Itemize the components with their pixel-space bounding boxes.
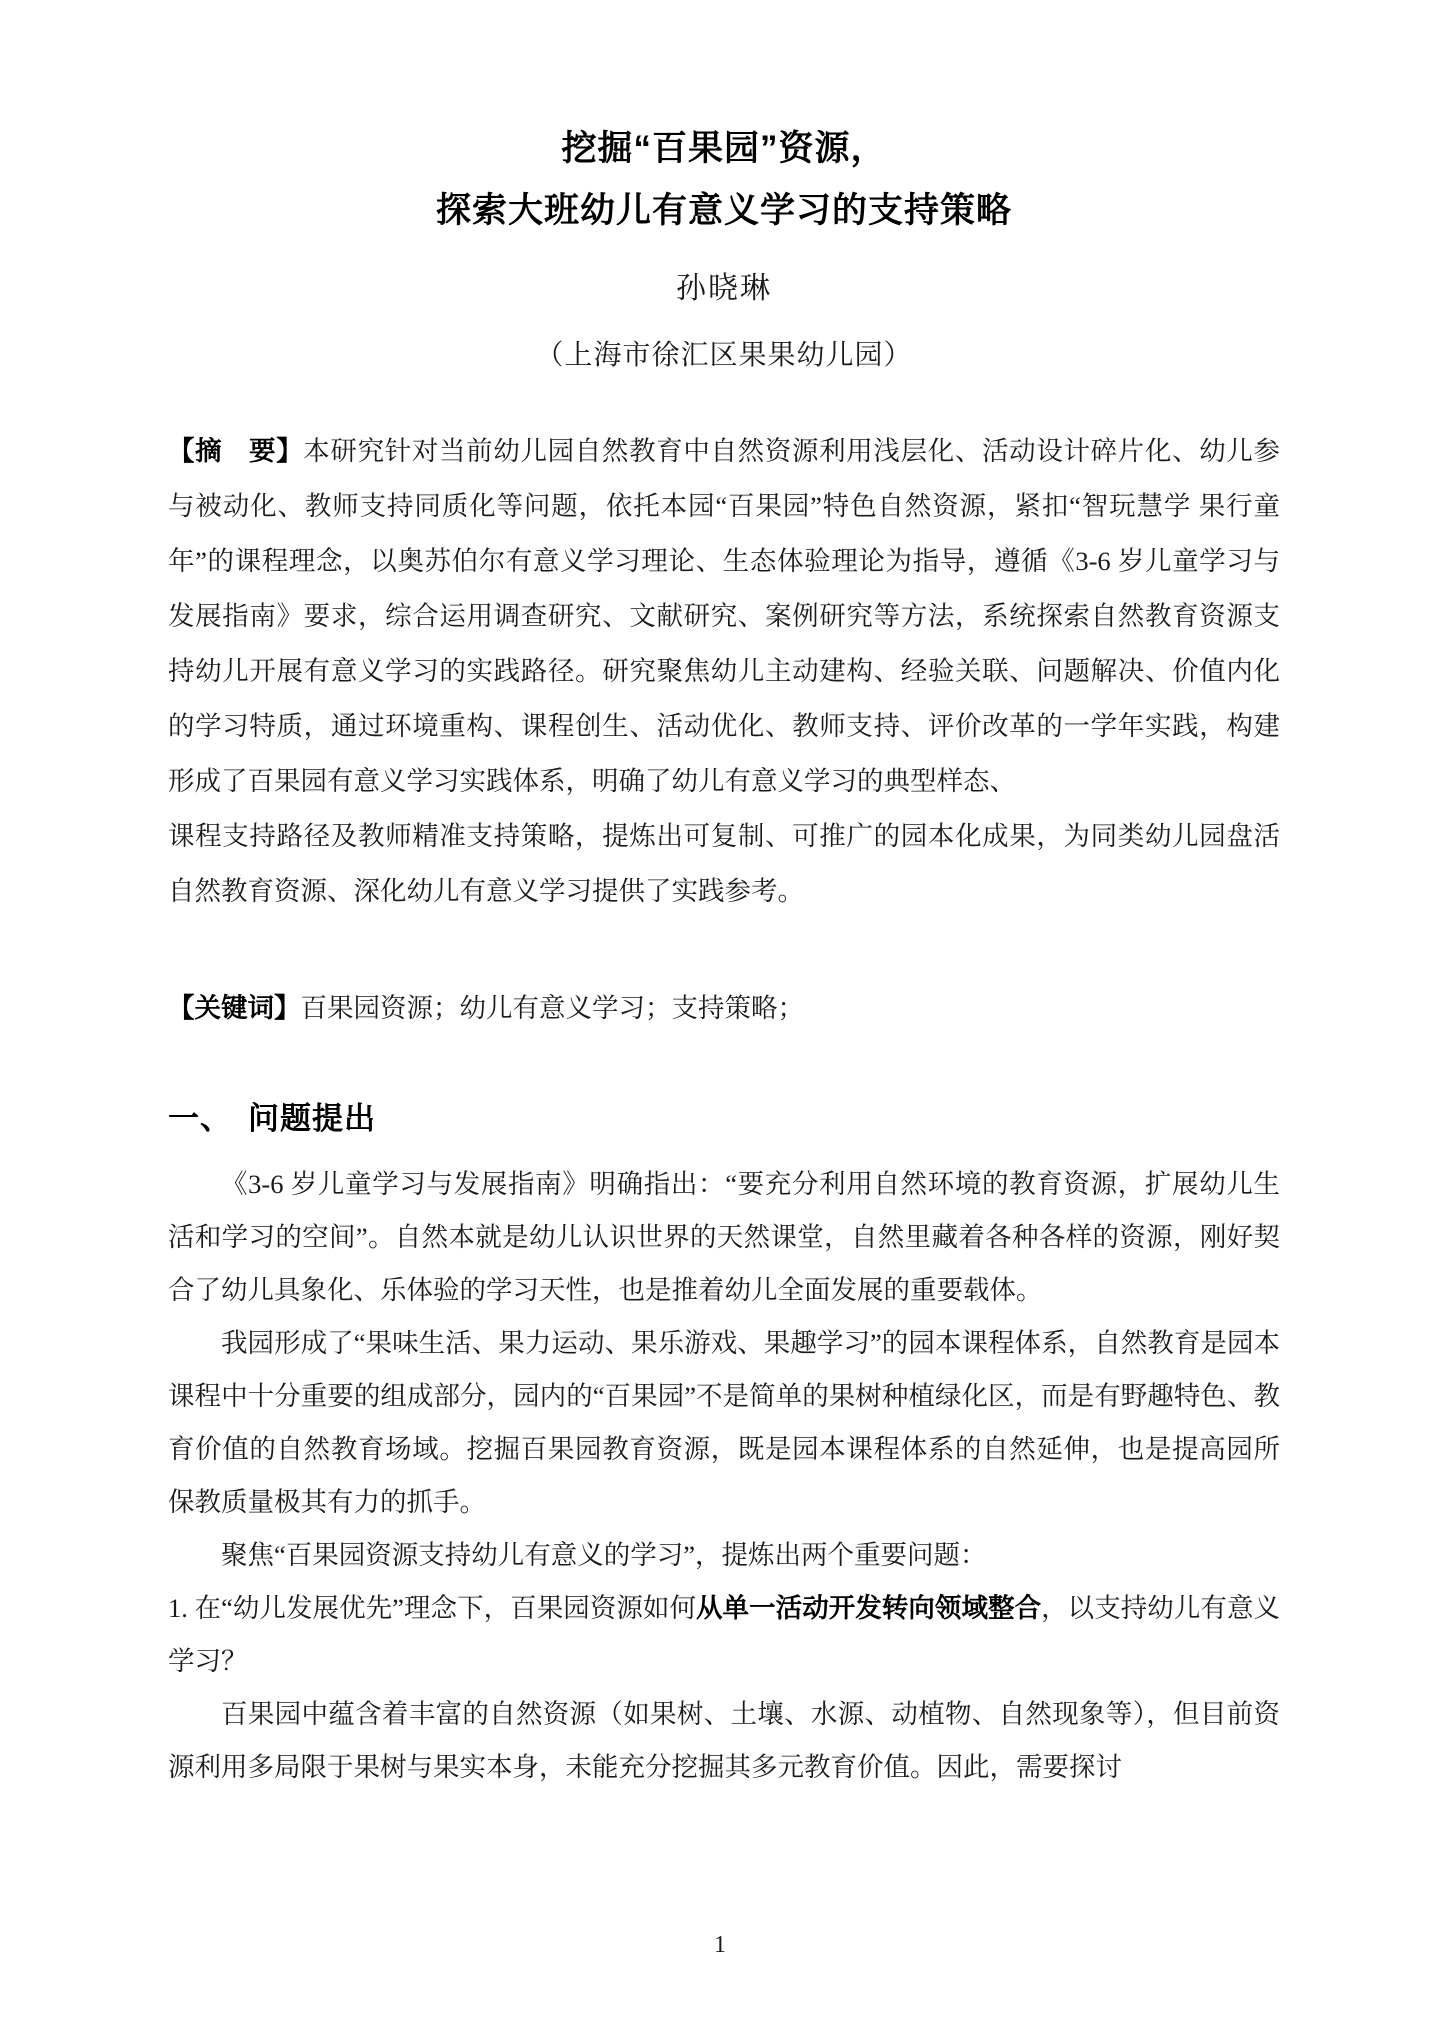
section-number: 一、	[168, 1101, 232, 1136]
question-item-1	[168, 1582, 1280, 1688]
title-block	[168, 0, 1280, 242]
page-title-line-1: 挖掘“百果园”资源，	[561, 129, 887, 168]
paragraph-focus: 聚焦“百果园资源支持幼儿有意义的学习”，提炼出两个重要问题：	[221, 1540, 987, 1570]
abstract-paragraph-tail: 课程支持路径及教师精准支持策略，提炼出可复制、可推广的园本化成果，为同类幼儿园盘活自然教育资源、深化幼儿有意义学习提供了实践参考。	[168, 821, 1280, 906]
question-emphasis-text: 从单一活动开发转向领域整合	[696, 1593, 1042, 1623]
page-number: 1	[714, 1932, 726, 1958]
abstract-label-part-1: 【摘	[168, 436, 223, 466]
keywords-value: 百果园资源；幼儿有意义学习；支持策略；	[300, 993, 804, 1023]
section-heading-1	[168, 1094, 1280, 1144]
question-suffix-text: ，以支持幼儿有意义学习？	[168, 1593, 1280, 1676]
section-title: 问题提出	[248, 1101, 376, 1136]
keywords-label: 【关键词】	[168, 993, 301, 1023]
keywords-line	[168, 981, 1280, 1036]
page-title-line-2: 探索大班幼儿有意义学习的支持策略	[435, 191, 1012, 230]
question-prefix-text: 1. 在“幼儿发展优先”理念下，百果园资源如何	[168, 1593, 697, 1623]
paragraph-resources: 百果园中蕴含着丰富的自然资源（如果树、土壤、水源、动植物、自然现象等），但目前资源利用多局限于果树与果实本身，未能充分挖掘其多元教育价值。因此，需要探讨	[168, 1699, 1280, 1782]
page-content	[168, 0, 1280, 1794]
abstract-body-text: 本研究针对当前幼儿园自然教育中自然资源利用浅层化、活动设计碎片化、幼儿参与被动化、教师支持同质化等问题，依托本园“百果园”特色自然资源，紧扣“智玩慧学 果行童年”的课程理念，以奥苏伯尔有意义学习理论、生态体验理论为指导，遵循《3-6 岁儿童学习与发展指南》要求，综合运用调查研究、文献研究、案例研究等方法，系统探索自然教育资源支持幼儿开展有意义学习的实践路径。研究聚焦幼儿主动建构、经验关联、问题解决、价值内化的学习特质，通过环境重构、课程创生、活动优化、教师支持、评价改革的一学年实践，构建形成了百果园有意义学习实践体系，明确了幼儿有意义学习的典型样态、	[168, 436, 1281, 796]
abstract-label-part-2: 要】	[248, 436, 304, 466]
paragraph-guideline: 《3-6 岁儿童学习与发展指南》明确指出：“要充分利用自然环境的教育资源，扩展幼儿生活和学习的空间”。自然本就是幼儿认识世界的天然课堂，自然里藏着各种各样的资源，刚好契合了幼儿具象化、乐体验的学习天性，也是推着幼儿全面发展的重要载体。	[168, 1169, 1280, 1305]
author-affiliation: （上海市徐汇区果果幼儿园）	[535, 340, 913, 371]
paragraph-curriculum: 我园形成了“果味生活、果力运动、果乐游戏、果趣学习”的园本课程体系，自然教育是园本课程中十分重要的组成部分，园内的“百果园”不是简单的果树种植绿化区，而是有野趣特色、教育价值的自然教育场域。挖掘百果园教育资源，既是园本课程体系的自然延伸，也是提高园所保教质量极其有力的抓手。	[168, 1328, 1280, 1517]
author-name: 孙晓琳	[676, 272, 772, 305]
abstract-paragraph	[168, 424, 1280, 809]
